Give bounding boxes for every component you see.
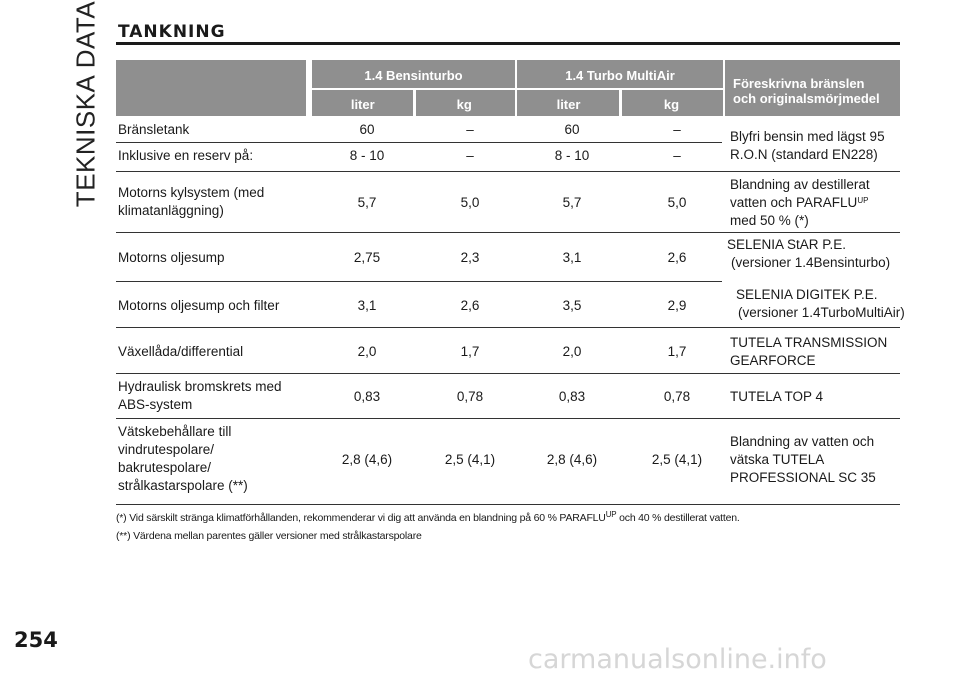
fuel-oil-bensinturbo: SELENIA StAR P.E. (versioner 1.4Bensinturbo) [727,237,891,270]
table-cell: 5,7 [357,195,377,210]
table-cell: 1,7 [460,344,480,359]
fuel-washer: Blandning av vatten och vätska TUTELA PROFESSIONAL SC 35 [730,434,876,485]
header-kg: kg [663,97,680,112]
table-cell: 5,0 [460,195,480,210]
header-liter: liter [350,97,375,112]
footnote-brackets: (**) Värdena mellan parentes gäller versioner med strålkastarspolare [116,530,422,542]
table-cell: 8 - 10 [349,148,385,163]
section-side-label: TEKNISKA DATA [70,0,101,208]
header-group-title: 1.4 Bensinturbo [364,68,463,83]
table-cell: 60 [359,122,375,137]
fuel-gear: TUTELA TRANSMISSION GEARFORCE [730,335,888,368]
table-cell: 2,9 [667,298,687,313]
table-cell: – [466,148,474,163]
table-cell: 1,7 [667,344,687,359]
fuel-brake: TUTELA TOP 4 [730,389,824,404]
header-fuel-column [725,60,900,116]
table-cell: 2,6 [460,298,480,313]
row-divider [116,232,900,233]
table-cell: 5,0 [667,195,687,210]
title-rule [116,42,900,45]
table-cell: – [466,122,474,137]
row-divider [116,373,900,374]
table-cell: 2,5 (4,1) [444,452,496,467]
table-cell: 2,75 [353,250,381,265]
header-label-column [116,60,306,116]
table-cell: 3,5 [562,298,582,313]
page-number: 254 [14,628,58,652]
fuel-petrol: Blyfri bensin med lägst 95 R.O.N (standard EN228) [730,129,885,162]
header-fuel-title: Föreskrivna bränslen och originalsmörjmedel [733,76,880,106]
fuel-oil-multiair: SELENIA DIGITEK P.E. (versioner 1.4TurboMultiAir) [736,287,905,320]
table-cell: 60 [564,122,580,137]
row-divider [116,281,722,282]
table-cell: 8 - 10 [554,148,590,163]
row-divider [116,171,900,172]
row-label: Växellåda/differential [118,344,244,359]
table-cell: 2,3 [460,250,480,265]
table-cell: 2,0 [357,344,377,359]
table-cell: 0,78 [456,389,484,404]
table-cell: – [673,122,681,137]
row-label: Vätskebehållare till vindrutespolare/ bakrutespolare/ strålkastarspolare (**) [118,424,248,493]
row-label: Bränsletank [118,122,190,137]
header-group-title: 1.4 Turbo MultiAir [565,68,675,83]
table-cell: 2,5 (4,1) [651,452,703,467]
row-divider [116,504,900,505]
table-cell: 0,83 [558,389,586,404]
row-label: Motorns kylsystem (med klimatanläggning) [118,185,265,218]
row-label: Inklusive en reserv på: [118,148,254,163]
table-cell: 2,8 (4,6) [341,452,393,467]
table-cell: 3,1 [562,250,582,265]
header-kg: kg [456,97,472,112]
row-label: Hydraulisk bromskrets med ABS-system [118,379,282,412]
row-divider [116,142,722,143]
table-cell: 3,1 [357,298,377,313]
table-cell: 2,6 [667,250,687,265]
header-group-bensinturbo [312,60,515,116]
table-cell: 0,83 [353,389,381,404]
footnote-coolant: (*) Vid särskilt stränga klimatförhållanden, rekommenderar vi dig att använda en blandning på 60 % $PARAFLU^{UP}$ och 40 % destillerat vatten. [116,510,740,524]
table-cell: 2,0 [562,344,582,359]
table-cell: 0,78 [663,389,691,404]
table-cell: 5,7 [562,195,582,210]
row-divider [116,327,900,328]
fuel-coolant: Blandning av destillerat vatten och $PARAFLU^{UP}$ med 50 % (*) [730,177,870,228]
header-liter: liter [556,97,581,112]
row-divider [116,418,900,419]
table-cell: 2,8 (4,6) [546,452,598,467]
watermark: carmanualsonline.info [528,644,827,675]
section-title: TANKNING [118,22,226,42]
row-label: Motorns oljesump och filter [118,298,280,313]
row-label: Motorns oljesump [118,250,225,265]
header-group-multiair [517,60,723,116]
table-cell: – [673,148,681,163]
